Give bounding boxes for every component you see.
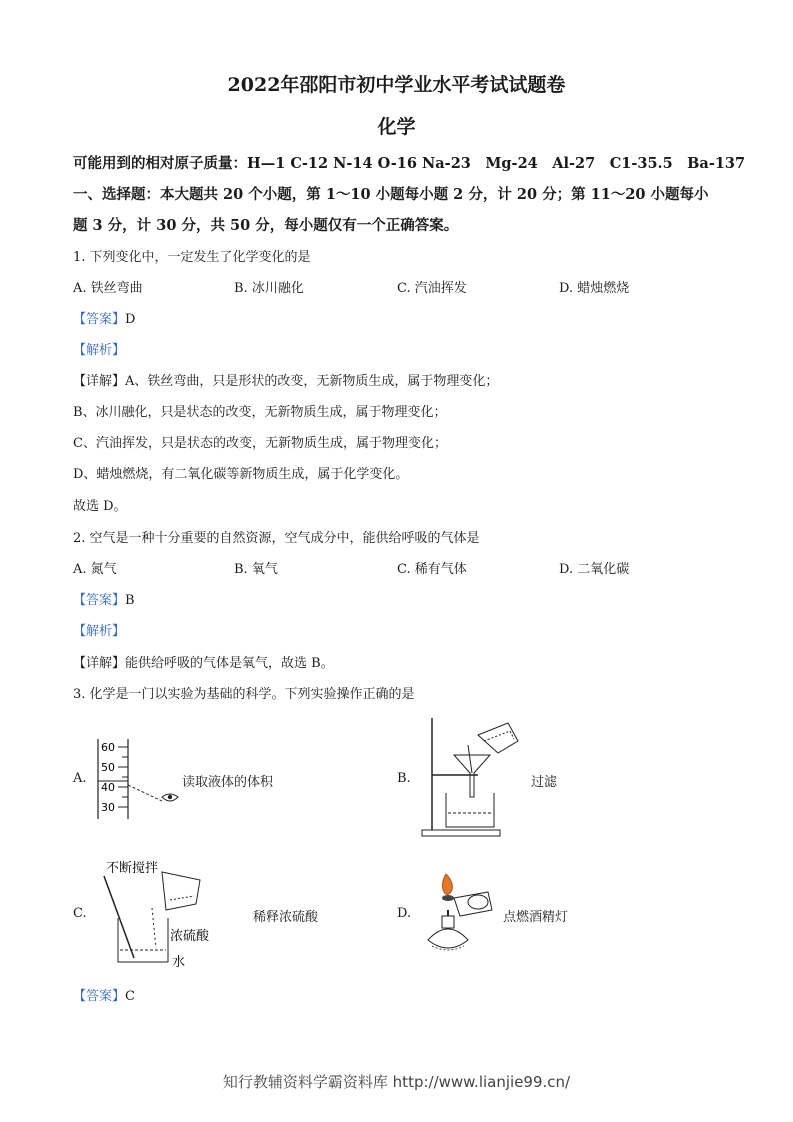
detail-tag: 【详解】 — [73, 374, 126, 389]
q3-option-b-caption: 过滤 — [531, 775, 558, 790]
q2-detail-1 — [73, 652, 334, 671]
funnel — [454, 755, 490, 797]
section-instruction-2: 题 3 分，计 30 分，共 50 分，每小题仅有一个正确答案。 — [73, 217, 459, 234]
q1-analysis-tag: 【解析】 — [73, 343, 126, 358]
tick-label-30: 30 — [101, 801, 115, 814]
q3-option-c-letter: C. — [73, 906, 87, 921]
q1-answer — [73, 308, 135, 327]
answer-tag: 【答案】 — [73, 312, 126, 327]
q3-option-b-letter: B. — [397, 771, 411, 786]
tick-label-40: 40 — [101, 781, 115, 794]
answer-value: B — [125, 593, 135, 608]
acid-beaker — [162, 872, 200, 910]
q1-option-a: A. 铁丝弯曲 — [73, 281, 143, 296]
label-acid: 浓硫酸 — [170, 929, 210, 944]
q2-stem: 2. 空气是一种十分重要的自然资源，空气成分中，能供给呼吸的气体是 — [73, 531, 480, 546]
answer-value: D — [125, 312, 136, 327]
q1-detail-4: D、蜡烛燃烧，有二氧化碳等新物质生成，属于化学变化。 — [73, 467, 409, 482]
acid-stream — [152, 908, 156, 948]
iron-stand-base — [422, 830, 500, 836]
q1-option-b: B. 冰川融化 — [234, 281, 304, 296]
sight-line — [128, 785, 162, 801]
q3-option-a-caption: 读取液体的体积 — [182, 775, 274, 790]
q1-detail-3: C、汽油挥发，只是状态的改变，无新物质生成，属于物理变化； — [73, 436, 447, 451]
answer-value: C — [125, 989, 135, 1004]
q2-option-d: D. 二氧化碳 — [559, 562, 630, 577]
q3-answer — [73, 985, 135, 1004]
q3-option-c-caption: 稀释浓硫酸 — [253, 910, 319, 925]
detail-text: 能供给呼吸的气体是氧气，故选 B。 — [125, 656, 334, 671]
q1-option-c: C. 汽油挥发 — [397, 281, 467, 296]
section-instruction-1: 一、选择题：本大题共 20 个小题，第 1～10 小题每小题 2 分，计 20 分；第 11～20 小题每小 — [73, 186, 709, 203]
flame-icon — [442, 874, 452, 895]
q2-analysis-tag: 【解析】 — [73, 624, 126, 639]
q3-option-a-letter: A. — [73, 771, 87, 786]
q3-option-b-diagram — [418, 715, 528, 840]
detail-text: A、铁丝弯曲，只是形状的改变，无新物质生成，属于物理变化； — [125, 374, 499, 389]
q2-option-c: C. 稀有气体 — [397, 562, 467, 577]
q3-option-d-caption: 点燃酒精灯 — [503, 910, 569, 925]
wick-top — [442, 895, 454, 901]
atomic-masses: 可能用到的相对原子质量：H—1 C-12 N-14 O-16 Na-23 Mg-24 Al-27 C1-35.5 Ba-137 — [73, 155, 746, 172]
q3-option-d-letter: D. — [397, 906, 412, 921]
detail-tag: 【详解】 — [73, 656, 126, 671]
q1-detail-2: B、冰川融化，只是状态的改变，无新物质生成，属于物理变化； — [73, 405, 447, 420]
q1-option-d: D. 蜡烛燃烧 — [559, 281, 630, 296]
glass-rod — [468, 745, 472, 773]
q1-conclusion: 故选 D。 — [73, 499, 127, 514]
q3-stem: 3. 化学是一门以实验为基础的科学。下列实验操作正确的是 — [73, 687, 415, 702]
q2-option-a: A. 氮气 — [73, 562, 117, 577]
tick-label-60: 60 — [101, 741, 115, 754]
pouring-beaker — [478, 723, 518, 753]
stirring-rod — [104, 876, 134, 958]
receiving-beaker — [446, 793, 494, 827]
answer-tag: 【答案】 — [73, 989, 126, 1004]
alcohol-lamp — [428, 929, 468, 948]
q3-option-c-diagram — [92, 858, 222, 970]
footer-watermark: 知行教辅资料学霸资料库 http://www.lianjie99.cn/ — [222, 1073, 571, 1091]
label-water: 水 — [172, 955, 186, 970]
q3-option-a-diagram — [92, 735, 187, 825]
q3-option-d-diagram — [418, 870, 503, 962]
subject-title: 化学 — [377, 116, 416, 138]
water-beaker — [118, 918, 168, 962]
q1-detail-1 — [73, 370, 498, 389]
q2-answer — [73, 589, 135, 608]
page-title: 2022年邵阳市初中学业水平考试试题卷 — [227, 74, 566, 96]
q1-stem: 1. 下列变化中，一定发生了化学变化的是 — [73, 250, 311, 265]
label-stir: 不断搅拌 — [106, 861, 159, 876]
tick-label-50: 50 — [101, 761, 115, 774]
answer-tag: 【答案】 — [73, 593, 126, 608]
q2-option-b: B. 氧气 — [234, 562, 278, 577]
